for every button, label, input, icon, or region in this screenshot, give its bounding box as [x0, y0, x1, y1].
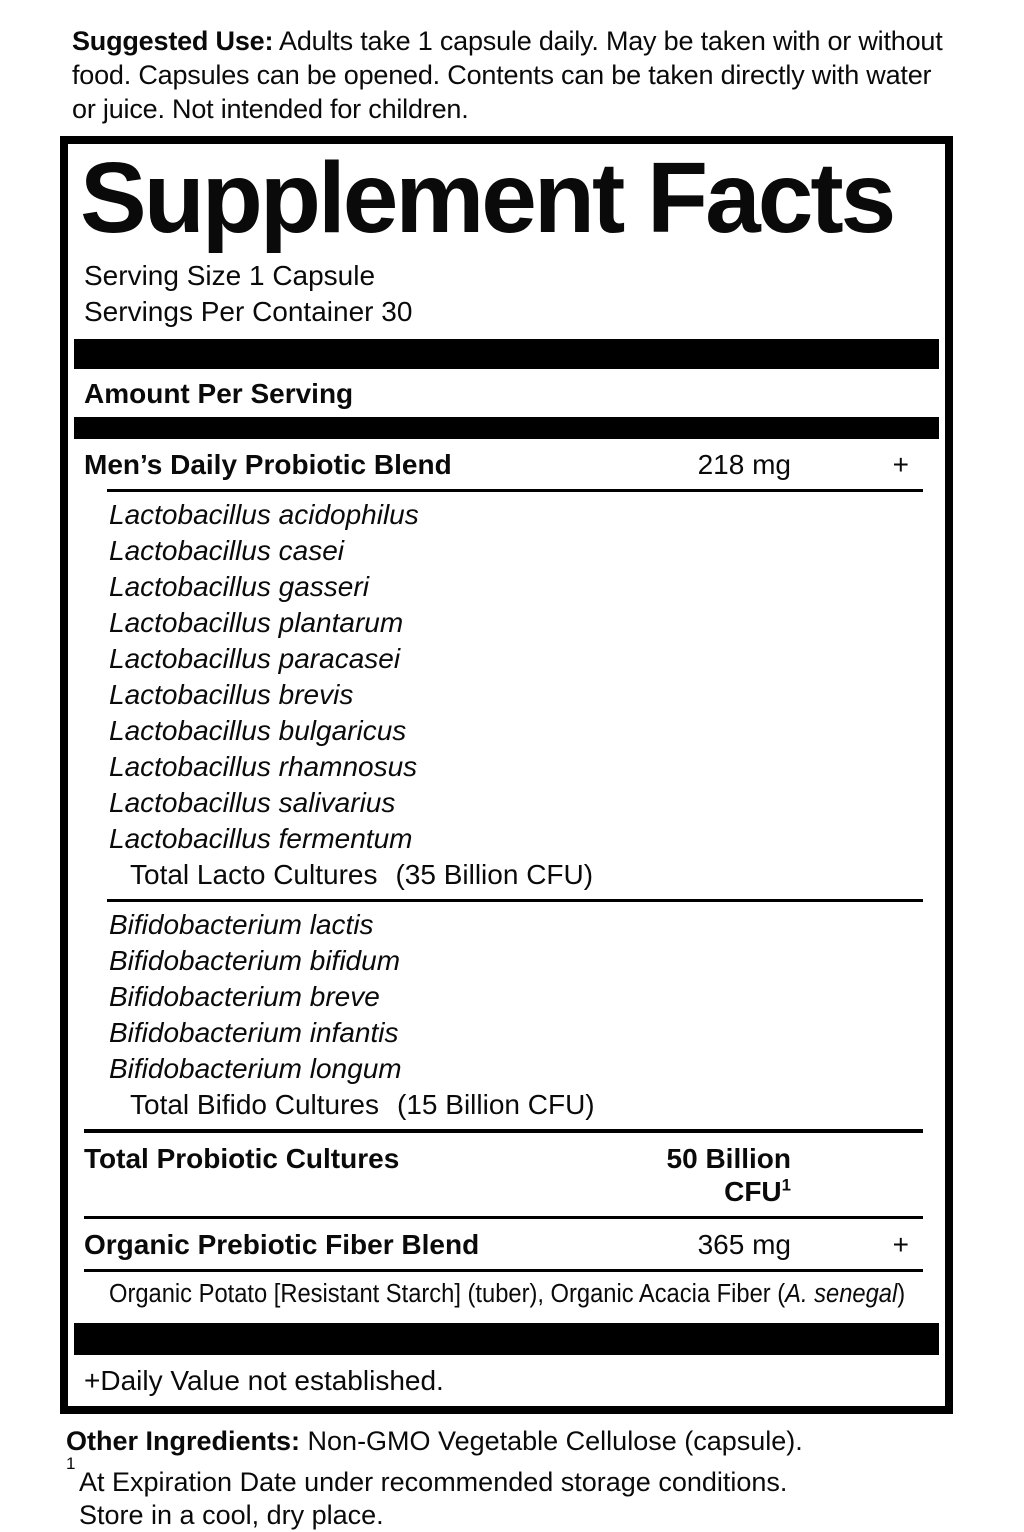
- suggested-use-text: Adults take 1 capsule daily. May be taken with or without food. Capsules can be opened. Contents can be taken directly with water or juice. Not intended for children.: [72, 26, 943, 124]
- species-item: Bifidobacterium lactis: [109, 909, 374, 940]
- panel-title: Supplement Facts: [80, 142, 894, 254]
- species-item: Lactobacillus paracasei: [109, 643, 401, 674]
- prebiotic-blend-amount: 365 mg: [697, 1229, 791, 1260]
- serving-size: Serving Size 1 Capsule: [84, 260, 376, 291]
- prebiotic-blend-dv-symbol: +: [892, 1229, 909, 1260]
- species-item: Lactobacillus bulgaricus: [109, 715, 407, 746]
- probiotic-blend-name: Men’s Daily Probiotic Blend: [84, 449, 452, 480]
- species-item: Lactobacillus gasseri: [109, 571, 369, 602]
- footnote-marker: 1: [781, 1175, 791, 1195]
- suggested-use-label: Suggested Use:: [72, 26, 274, 56]
- species-item: Lactobacillus salivarius: [109, 787, 396, 818]
- prebiotic-blend-row: [84, 1219, 923, 1269]
- total-probiotic-row: [84, 1133, 923, 1216]
- species-item: Lactobacillus casei: [109, 535, 345, 566]
- species-item: Bifidobacterium infantis: [109, 1017, 399, 1048]
- prebiotic-blend-name: Organic Prebiotic Fiber Blend: [84, 1229, 480, 1260]
- species-item: Bifidobacterium breve: [109, 981, 380, 1012]
- expiration-note-line2: Store in a cool, dry place.: [79, 1500, 384, 1530]
- probiotic-blend-row: [84, 439, 923, 489]
- latin-name: A. senegal: [785, 1280, 898, 1308]
- expiration-note: 1 At Expiration Date under recommended storage conditions. Store in a cool, dry place.: [66, 1454, 788, 1530]
- bifido-total-value: (15 Billion CFU): [397, 1089, 595, 1120]
- divider-bar-mid: [74, 417, 939, 439]
- suggested-use: [72, 24, 958, 126]
- species-item: Bifidobacterium longum: [109, 1053, 402, 1084]
- amount-per-serving-heading: Amount Per Serving: [84, 378, 354, 409]
- species-item: Lactobacillus brevis: [109, 679, 354, 710]
- species-item: Lactobacillus fermentum: [109, 823, 413, 854]
- divider-bar-bottom: [74, 1323, 939, 1355]
- total-probiotic-label: Total Probiotic Cultures: [84, 1143, 400, 1174]
- probiotic-blend-dv-symbol: +: [892, 449, 909, 480]
- probiotic-blend-amount: 218 mg: [697, 449, 791, 480]
- species-item: Lactobacillus acidophilus: [109, 499, 419, 530]
- species-item: Lactobacillus plantarum: [109, 607, 404, 638]
- lacto-total-value: (35 Billion CFU): [395, 859, 594, 890]
- lacto-total-label: Total Lacto Cultures: [130, 859, 378, 890]
- total-probiotic-value: 50 Billion CFU$^1$: [666, 1143, 791, 1207]
- bifido-total-line: [130, 1087, 923, 1127]
- species-item: Bifidobacterium bifidum: [109, 945, 401, 976]
- divider-bar-top: [74, 339, 939, 369]
- other-ingredients-text: Non-GMO Vegetable Cellulose (capsule).: [300, 1426, 803, 1456]
- supplement-facts-panel: [60, 136, 953, 1414]
- lacto-species-list: [68, 492, 945, 899]
- prebiotic-ingredients: Organic Potato [Resistant Starch] (tuber), Organic Acacia Fiber (A. senegal): [109, 1280, 906, 1308]
- servings-per-container: Servings Per Container 30: [84, 296, 413, 327]
- bifido-species-list: [68, 902, 945, 1129]
- expiration-note-line1: At Expiration Date under recommended storage conditions.: [79, 1467, 788, 1497]
- other-ingredients-label: Other Ingredients:: [66, 1426, 301, 1456]
- daily-value-footnote: +Daily Value not established.: [84, 1365, 444, 1396]
- other-ingredients: [66, 1424, 964, 1458]
- bifido-total-label: Total Bifido Cultures: [130, 1089, 380, 1120]
- species-item: Lactobacillus rhamnosus: [109, 751, 418, 782]
- lacto-total-line: [130, 857, 923, 897]
